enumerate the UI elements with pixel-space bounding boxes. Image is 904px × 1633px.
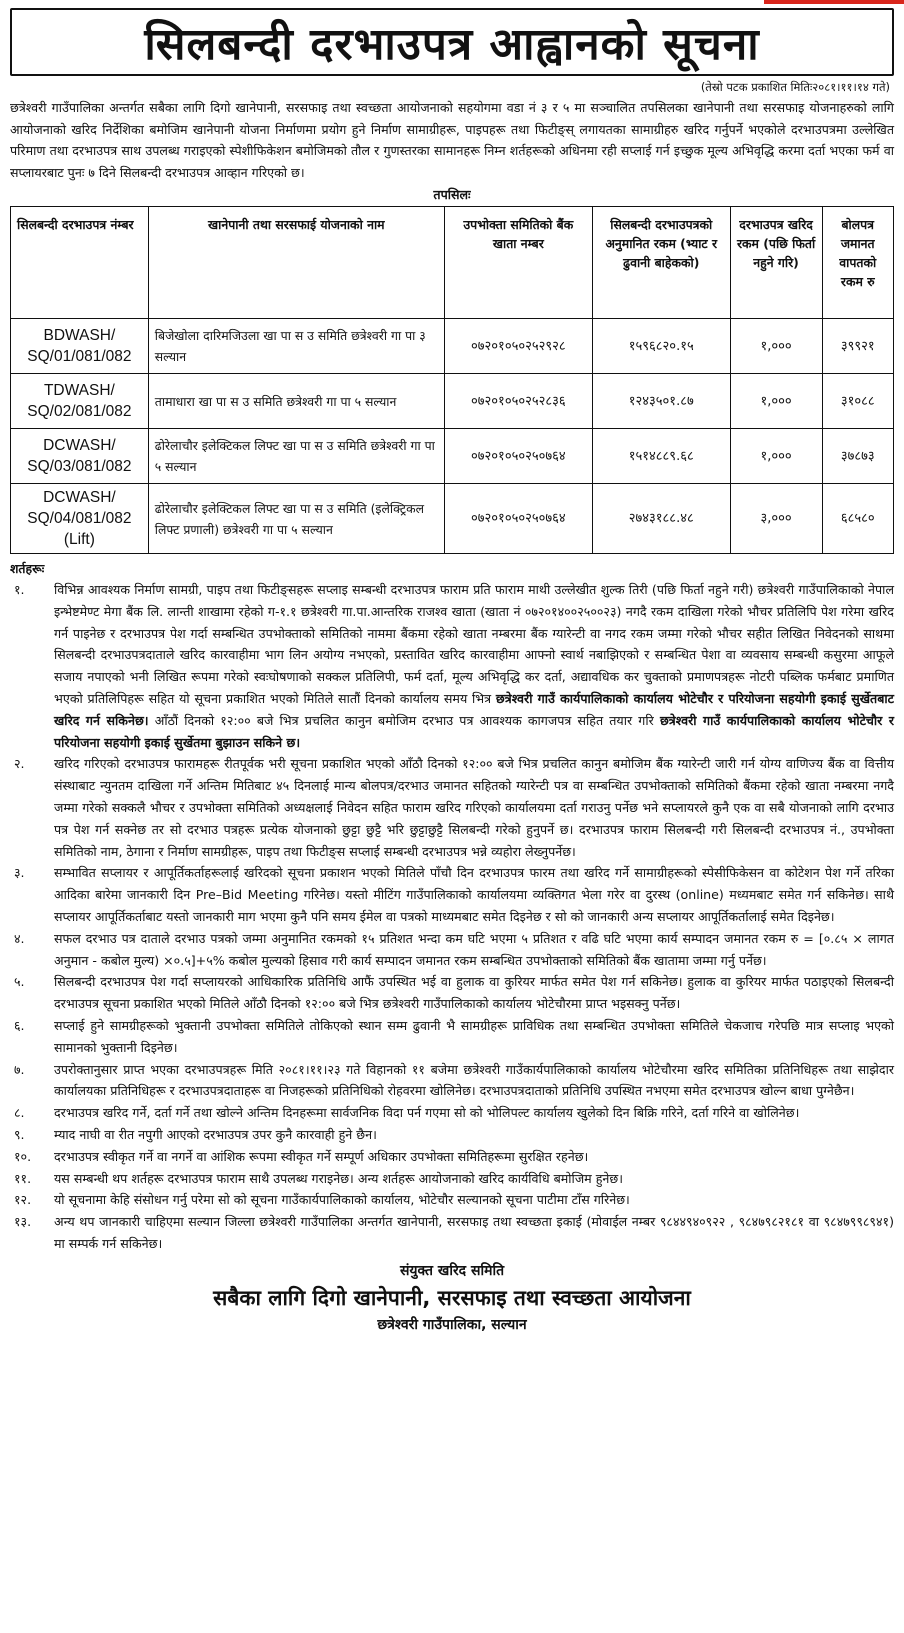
bid-table xyxy=(10,206,894,554)
signature-block xyxy=(10,1261,894,1334)
term-text: सप्लाई हुने सामग्रीहरूको भुक्तानी उपभोक्ता समितिले तोकिएको स्थान सम्म ढुवानी भै सामग्रीहरू प्राविधिक तथा सम्बन्धित उपभोक्ता समितिले चेकजाच गरेपछि मात्र सप्लाइ भएको सामानको भुक्तानी दिइनेछ। xyxy=(54,1017,894,1055)
accent-bar xyxy=(764,0,904,4)
table-header-row xyxy=(11,207,894,319)
header-purchase-fee: दरभाउपत्र खरिद रकम (पछि फिर्ता नहुने गरि) xyxy=(730,207,822,319)
term-text: खरिद गरिएको दरभाउपत्र फारामहरू रीतपूर्वक भरी सूचना प्रकाशित भएको आँठौ दिनको १२:०० बजे भित्र प्रचलित कानुन बमोजिम बैंक ग्यारेन्टी जारी गर्न योग्य वाणिज्य बैंक वा वित्तीय संस्थाबाट न्युनतम दाखिला गर्ने अन्तिम मितिबाट ४५ दिनलाई मान्य बोलपत्र/दरभाउ जमानत सहितको ग्यारेन्टी पत्र वा सम्बन्धित उपभोक्ताको समितिको बैंकमा रहेको खाता नम्बरमा नगदै जम्मा गरेको सक्कलै भौचर र उपभोक्ता समितिको अध्यक्षलाई निवेदन सहित फाराम खरिद गरिएको कार्यालयमा दर्ता गराउनु पर्नेछ भने सप्लायरले कुनै एक वा सबै योजनाको लागि दरभाउ पत्र पेश गर्न सक्नेछ तर सो दरभाउ पत्रहरू प्रत्येक योजनाको छुट्टा छुट्टै भरि छुट्टाछुट्टै सिलबन्दी गरेको हुनुपर्ने छ। दरभाउपत्र फाराम सिलबन्दी गरी सिलबन्दी दरभाउपत्र नं., उपभोक्ता समितिको नाम, ठेगाना र निर्माण सामग्रीहरू, पाइप तथा फिटीङ्स सप्लाई सम्बन्धी दरभाउपत्र भन्ने व्यहोरा लेख्नुपर्नेछ। xyxy=(54,756,894,859)
term-item xyxy=(10,862,894,927)
table-row xyxy=(11,484,894,554)
term-item xyxy=(10,1189,894,1211)
header-estimated-amount: सिलबन्दी दरभाउपत्रको अनुमानित रकम (भ्याट र ढुवानी बाहेकको) xyxy=(592,207,730,319)
project-name: ढोरेलाचौर इलेक्टिकल लिफ्ट खा पा स उ समिति (इलेक्ट्रिकल लिफ्ट प्रणाली) छत्रेश्वरी गा पा ५ सल्यान xyxy=(148,484,444,554)
estimated-amount: १२४३५०१.८७ xyxy=(592,374,730,429)
bid-code: DCWASH/ SQ/04/081/082 (Lift) xyxy=(11,484,149,554)
estimated-amount: २७४३१८८.४८ xyxy=(592,484,730,554)
term-item xyxy=(10,1211,894,1255)
term-item xyxy=(10,1124,894,1146)
committee-name: संयुक्त खरिद समिति xyxy=(399,1262,505,1279)
details-heading: तपसिलः xyxy=(433,187,471,202)
term-text: सिलबन्दी दरभाउपत्र पेश गर्दा सप्लायरको आधिकारिक प्रतिनिधि आफैं उपस्थित भई वा हुलाक वा कुरियर मार्फत समेत पेश गर्न सकिनेछ। हुलाक वा कुरियर मार्फत पठाइएको सिलबन्दी दरभाउपत्र सूचना प्रकाशित भएको मितिले आँठौ दिनको १२:०० बजे भित्र छत्रेश्वरी गाउँपालिकाको कार्यालय भोटेचौरमा प्राप्त भइसक्नु पर्नेछ। xyxy=(54,974,894,1012)
terms-heading: शर्तहरूः xyxy=(10,561,45,576)
term-number: १. xyxy=(14,582,25,597)
purchase-fee: १,००० xyxy=(730,319,822,374)
term-item xyxy=(10,1102,894,1124)
bid-code: BDWASH/ SQ/01/081/082 xyxy=(11,319,149,374)
bid-security: ३९९२१ xyxy=(822,319,894,374)
project-name-footer: सबैका लागि दिगो खानेपानी, सरसफाइ तथा स्वच्छता आयोजना xyxy=(213,1285,691,1310)
bid-code: TDWASH/ SQ/02/081/082 xyxy=(11,374,149,429)
table-row xyxy=(11,429,894,484)
term-text: यस सम्बन्धी थप शर्तहरू दरभाउपत्र फाराम साथै उपलब्ध गराइनेछ। अन्य शर्तहरू आयोजनाको खरिद कार्यविधि बमोजिम हुनेछ। xyxy=(54,1170,623,1186)
terms-list xyxy=(10,579,894,1255)
bid-security: ६८५८० xyxy=(822,484,894,554)
term-item xyxy=(10,1015,894,1059)
header-project-name: खानेपानी तथा सरसफाई योजनाको नाम xyxy=(148,207,444,319)
term-number: ४. xyxy=(14,930,25,946)
term-item xyxy=(10,579,894,753)
header-bank-account: उपभोक्ता समितिको बैंक खाता नम्बर xyxy=(444,207,592,319)
purchase-fee: १,००० xyxy=(730,429,822,484)
estimated-amount: १५९६८२०.१५ xyxy=(592,319,730,374)
term-item xyxy=(10,971,894,1015)
term-number: १०. xyxy=(14,1148,32,1164)
term-text: सम्भावित सप्लायर र आपूर्तिकर्ताहरूलाई खरिदको सूचना प्रकाशन भएको मितिले पाँचौ दिन दरभाउपत्र फारम तथा खरिद गर्ने सामाग्रीहरूको स्पेसीफिकेसन वा कोटेशन पेश गर्ने तरिका आदिका बारेमा जानकारी दिन Pre–Bid Meeting गरिनेछ। यस्तो मीटिंग गाउँपालिकाको कार्यालयमा व्यक्तिगत भेला गरेर वा दुरस्थ (online) मध्यमबाट समेत गर्न सकिनेछ। साथै सप्लायर आपूर्तिकर्ताबाट यस्तो जानकारी माग भएमा कुनै पनि समय ईमेल वा पत्रको माध्यमबाट समेत दिइनेछ र सो को जानकारी अन्य सप्लायर आपूर्तिकर्तालाई समेत दिइनेछ। xyxy=(54,865,894,924)
table-row xyxy=(11,319,894,374)
estimated-amount: १५१४८८९.६८ xyxy=(592,429,730,484)
term-number: ३. xyxy=(14,865,25,881)
bid-code: DCWASH/ SQ/03/081/082 xyxy=(11,429,149,484)
term-text: दरभाउपत्र स्वीकृत गर्ने वा नगर्ने वा आंशिक रूपमा स्वीकृत गर्ने सम्पूर्ण अधिकार उपभोक्ता समितिहरूमा सुरक्षित रहनेछ। xyxy=(54,1148,589,1164)
term-number: ५. xyxy=(14,974,25,990)
bank-account: ०७२०१०५०२५०७६४ xyxy=(444,429,592,484)
term-text: सफल दरभाउ पत्र दाताले दरभाउ पत्रको जम्मा अनुमानित रकमको १५ प्रतिशत भन्दा कम घटि भएमा ५ प्रतिशत र वढि घटि भएमा कार्य सम्पादन जमानत रकम रु = [०.८५ × लागत अनुमान - कबोल मुल्य) ×०.५]+५% कबोल मुल्यको हिसाव गरी कार्य सम्पादन जमानत रकम सम्बन्धित उपभोक्ताको समितिको बैंक खातामा जम्मा गर्नु पर्नेछ। xyxy=(54,930,894,968)
term-text-bold: छत्रेश्वरी गाउँ कार्यपालिकाको कार्यालय भोटेचौर र परियोजना सहयोगी इकाई सुर्खेतमा बुझाउन सकिने छ। xyxy=(54,712,895,750)
term-text-bold: छत्रेश्वरी गाउँ कार्यपालिकाको कार्यालय भोटेचौर र परियोजना सहयोगी इकाई सुर्खेतबाट खरिद गर्न सकिनेछ। xyxy=(54,690,895,728)
term-number: ८. xyxy=(14,1105,25,1121)
publish-date: (तेस्रो पटक प्रकाशित मितिः२०८१।११।१४ गते) xyxy=(700,80,890,94)
term-item xyxy=(10,1146,894,1168)
header-bid-security: बोलपत्र जमानत वापतको रकम रु xyxy=(822,207,894,319)
term-number: १२. xyxy=(14,1192,32,1208)
term-number: ६. xyxy=(14,1017,25,1033)
bank-account: ०७२०१०५०२५०७६४ xyxy=(444,484,592,554)
term-text-part: विभिन्न आवश्यक निर्माण सामग्री, पाइप तथा फिटीङ्सहरू सप्लाइ सम्बन्धी दरभाउपत्र फाराम प्रति फाराम माथी उल्लेखीत शुल्क तिरी (पछि फिर्ता नहुने गरी) छत्रेश्वरी गाउँपालिकाको नेपाल इन्भेष्टमेण्ट मेगा बैंक लि. लान्ती शाखामा रहेको ग-१.१ छत्रेश्वरी गा.पा.आन्तरिक राजश्व खाता (खाता नं ०७२०१४००२५००२३) नगदै रकम दाखिला गरेको भौचर प्रतिलिपि पेश गरेमा खरिद गर्न पाइनेछ र दरभाउपत्र पेश गर्दा सम्बन्धित उपभोक्ताको समितिको नाममा बैंकमा रहेको खाता नम्बरमा बैंक ग्यारेन्टी वा नगद रकम जम्मा गरेको भौचर सहीत लिखित निवेदनको साथमा सिलबन्दी दरभाउपत्रदाताले खरिद कारवाहीमा भाग लिन अयोग्य नभएको, प्रस्तावित खरिद कारवाहीमा आफ्नो स्वार्थ नबाझिएको र सम्बन्धित पेशा वा व्यवसाय सम्बन्धी कसुरमा आफूले सजाय नपाएको भनी लिखित रूपमा गरेको स्वःघोषणाको सक्कल प्रतिलिपी, फर्म दर्ता, मूल्य अभिवृद्धि कर दर्ता, अद्यावधिक कर चुक्ताको प्रमाणपत्रहरू नोटरी पब्लिक फर्मबाट प्रमाणित भएको प्रतिलिपिहरू सहित यो सूचना प्रकाशित भएको मितिले सातौं दिनको कार्यालय समय भित्र xyxy=(54,582,894,706)
term-item xyxy=(10,753,894,862)
term-text: अन्य थप जानकारी चाहिएमा सल्यान जिल्ला छत्रेश्वरी गाउँपालिका अन्तर्गत खानेपानी, सरसफाइ तथा स्वच्छता इकाई (मोवाईल नम्बर ९८४४९४०९२२ , ९८४७९८२१८१ वा ९८४७९९८९४१) मा सम्पर्क गर्न सकिनेछ। xyxy=(54,1214,894,1251)
term-text: म्याद नाघी वा रीत नपुगी आएको दरभाउपत्र उपर कुनै कारवाही हुने छैन। xyxy=(54,1126,377,1142)
notice-title: सिलबन्दी दरभाउपत्र आह्वानको सूचना xyxy=(10,8,894,76)
bank-account: ०७२०१०५०२५२८३६ xyxy=(444,374,592,429)
project-name: ढोरेलाचौर इलेक्टिकल लिफ्ट खा पा स उ समिति छत्रेश्वरी गा पा ५ सल्यान xyxy=(148,429,444,484)
term-number: ९. xyxy=(14,1126,25,1142)
term-text-part: आँठौं दिनको १२:०० बजे भित्र प्रचलित कानुन बमोजिम दरभाउ पत्र आवश्यक कागजपत्र सहित तयार गरि xyxy=(148,712,660,728)
bid-security: ३१०८८ xyxy=(822,374,894,429)
purchase-fee: १,००० xyxy=(730,374,822,429)
purchase-fee: ३,००० xyxy=(730,484,822,554)
term-text: यो सूचनामा केहि संसोधन गर्नु परेमा सो को सूचना गाउँकार्यपालिकाको कार्यालय, भोटेचौर सल्यानको सूचना पाटीमा टाँस गरिनेछ। xyxy=(54,1192,630,1208)
term-number: १३. xyxy=(14,1214,32,1230)
header-bid-number: सिलबन्दी दरभाउपत्र नंम्बर xyxy=(11,207,149,319)
table-row xyxy=(11,374,894,429)
bank-account: ०७२०१०५०२५२९२८ xyxy=(444,319,592,374)
term-text: दरभाउपत्र खरिद गर्ने, दर्ता गर्ने तथा खोल्ने अन्तिम दिनहरूमा सार्वजनिक विदा पर्न गएमा सो को भोलिपल्ट कार्यालय खुलेको दिन बिक्रि गरिने, दर्ता गरिने वा खोलिनेछ। xyxy=(54,1105,800,1121)
term-text: उपरोक्तानुसार प्राप्त भएका दरभाउपत्रहरू मिति २०८१।११।२३ गते विहानको ११ बजेमा छत्रेश्वरी गाउँकार्यपालिकाको कार्यालय भोटेचौरमा खरिद समितिका प्रतिनिधिहरू तथा साझेदार कार्यालयका प्रतिनिधिहरू र दरभाउपत्रदाताहरू वा निजहरूको प्रतिनिधिको रोहवरमा खोलिनेछ। दरभाउपत्रदाताको प्रतिनिधि उपस्थित नभएमा समेत दरभाउपत्र खोल्न बाधा पुग्नेछैन। xyxy=(54,1061,894,1099)
term-number: २. xyxy=(14,756,25,772)
intro-paragraph: छत्रेश्वरी गाउँपालिका अन्तर्गत सबैका लागि दिगो खानेपानी, सरसफाइ तथा स्वच्छता आयोजनाको सहयोगमा वडा नं ३ र ५ मा सञ्चालित तपसिलका खानेपानी तथा सरसफाइ योजनाहरुको लागि आयोजनाको खरिद निर्देशिका बमोजिम खानेपानी योजना निर्माणमा प्रयोग हुने निर्माण सामाग्रीहरू, पाइपहरू तथा फिटीङ्स् लगायतका सामाग्रीहरु खरिद गर्नुपर्ने भएकोले दरभाउपत्रमा उल्लेखित परिमाण तथा दरभाउपत्र साथ उपलब्ध गराइएको स्पेशीफिकेशन बमोजिमको तौल र गुणस्तरका सामानहरू निम्न शर्तहरूको अधिनमा रही सप्लाई गर्न इच्छुक मूल्य अभिवृद्धि करमा दर्ता भएका फर्म वा सप्लायरबाट पुनः ७ दिने सिलबन्दी दरभाउपत्र आव्हान गरिएको छ। xyxy=(10,100,894,180)
term-item xyxy=(10,1059,894,1103)
term-item xyxy=(10,928,894,972)
project-name: बिजेखोला दारिमजिउला खा पा स उ समिति छत्रेश्वरी गा पा ३ सल्यान xyxy=(148,319,444,374)
project-name: तामाधारा खा पा स उ समिति छत्रेश्वरी गा पा ५ सल्यान xyxy=(148,374,444,429)
term-number: ७. xyxy=(14,1061,25,1077)
office-name: छत्रेश्वरी गाउँपालिका, सल्यान xyxy=(377,1316,527,1333)
bid-security: ३७८७३ xyxy=(822,429,894,484)
term-text xyxy=(54,579,894,753)
term-item xyxy=(10,1168,894,1190)
term-number: ११. xyxy=(14,1170,32,1186)
